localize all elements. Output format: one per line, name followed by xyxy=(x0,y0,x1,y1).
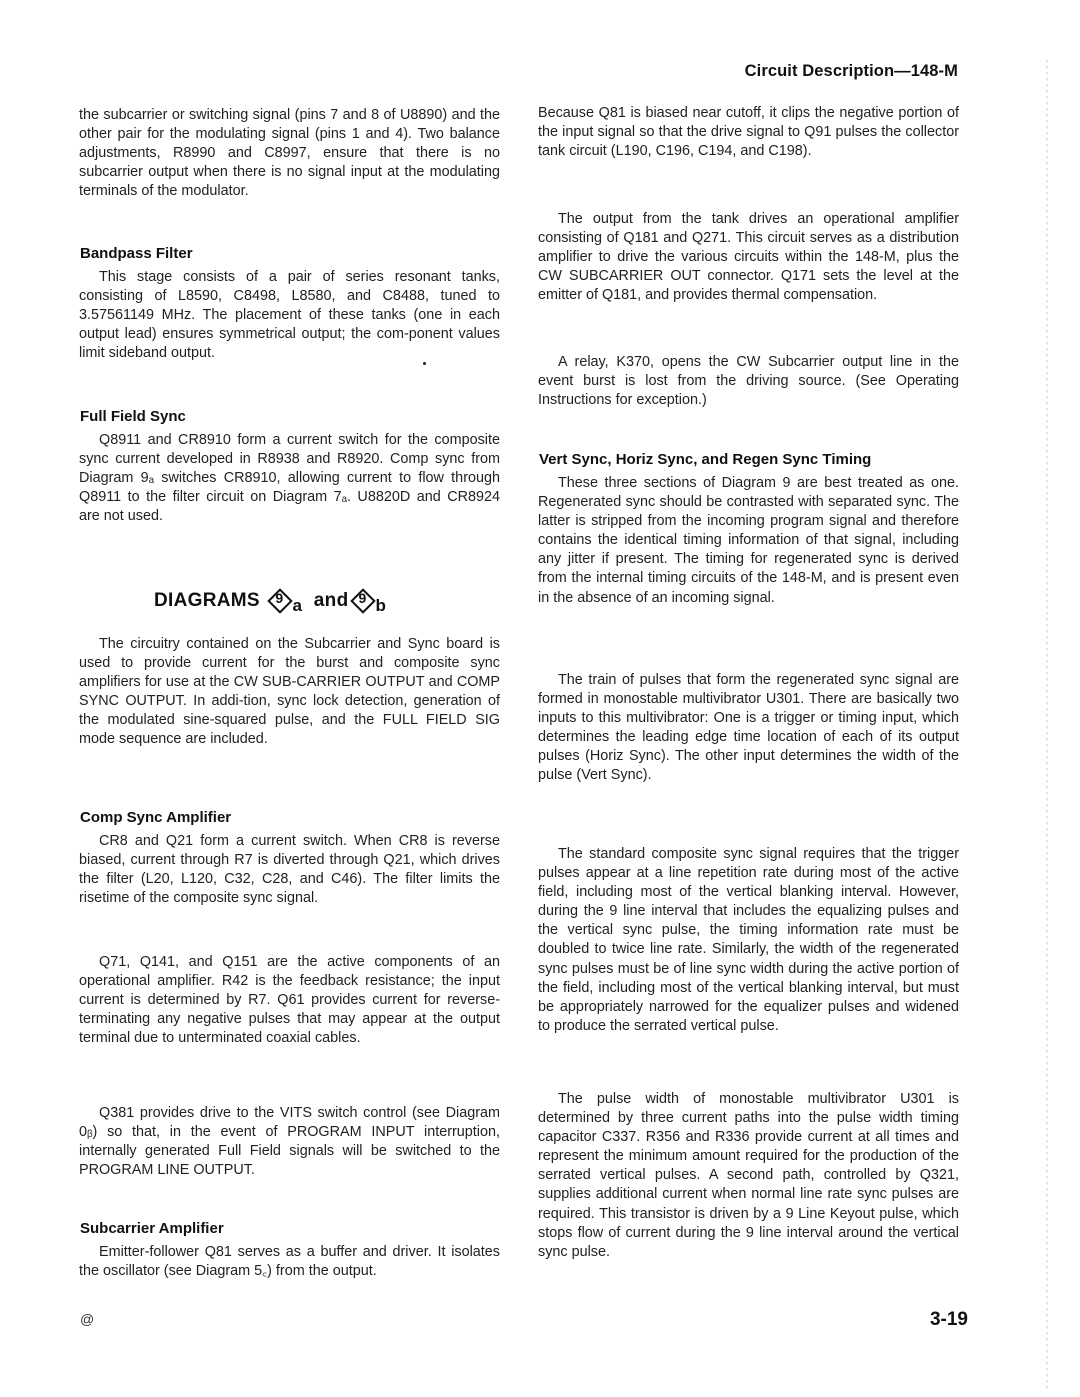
sync-timing-section xyxy=(538,451,959,608)
right-paragraph-2-block xyxy=(538,210,959,305)
section-heading-bandpass-filter: Bandpass Filter xyxy=(80,245,193,262)
section-heading-subcarrier-amplifier: Subcarrier Amplifier xyxy=(80,1220,224,1237)
right-paragraph-1-block xyxy=(538,104,959,161)
q81-clipping-paragraph: Because Q81 is biased near cutoff, it clips the negative portion of the input signal so that the drive signal to Q91 pulses the collector tank circuit (L190, C196, C194, and C198). xyxy=(538,105,959,160)
bandpass-filter-paragraph: This stage consists of a pair of series resonant tanks, consisting of L8590, C8498, L8580, and C8488, tuned to 3.57561149 MHz. The placement of these tanks (one in each output lead) ensures symmetrical output; the com-ponent values limit sideband output. xyxy=(79,269,500,362)
diagram-suffix-b: b xyxy=(375,596,387,615)
diagrams-heading-prefix: DIAGRAMS xyxy=(154,590,260,611)
comp-sync-amplifier-section xyxy=(79,809,500,908)
bandpass-filter-section xyxy=(79,245,500,363)
section-heading-sync-timing: Vert Sync, Horiz Sync, and Regen Sync Timing xyxy=(539,451,872,468)
subcarrier-amplifier-section xyxy=(79,1220,500,1281)
sync-timing-paragraph-3: The standard composite sync signal requires that the trigger pulses appear at a line repetition rate during most of the active field, including most of the vertical blanking interval. However, during the 9 line interval that includes the equalizing pulses and the vertical sync pulse, the timing information rate must be doubled to twice line rate. Similarly, the width of the regenerated sync pulses must be of line sync width during the active portion of the field, including most of the vertical blanking interval, but must be appropriately narrowed for the equalizer pulses and widened to produce the serrated vertical pulse. xyxy=(538,846,959,1034)
diagram-diamond-icon: 9 xyxy=(268,589,290,611)
comp-sync-paragraph-3: Q381 provides drive to the VITS switch control (see Diagram 0ᵦ) so that, in the event of PROGRAM INPUT interruption, internally generated Full Field signals will be switched to the PROGRAM LINE OUTPUT. xyxy=(79,1105,500,1179)
comp-sync-vits-section xyxy=(79,1104,500,1180)
diagrams-intro-paragraph: The circuitry contained on the Subcarrier and Sync board is used to provide current for the burst and composite sync amplifiers for use at the CW SUB-CARRIER OUTPUT and COMP SYNC OUTPUT. In addi-tion, sync lock detection, generation of the modulated sine-squared pulse, and the FULL FIELD SIG mode sequence are included. xyxy=(79,636,500,748)
subcarrier-amplifier-paragraph: Emitter-follower Q81 serves as a buffer and driver. It isolates the oscillator (see Diagram 5꜀) from the output. xyxy=(79,1244,500,1280)
sync-timing-block-4 xyxy=(538,1090,959,1262)
relay-k370-paragraph: A relay, K370, opens the CW Subcarrier output line in the event burst is lost from the driving source. (See Operating Instructions for exception.) xyxy=(538,354,959,409)
comp-sync-opamp-section xyxy=(79,953,500,1048)
section-heading-full-field-sync: Full Field Sync xyxy=(80,408,186,425)
page-number: 3-19 xyxy=(929,1309,968,1330)
sync-timing-paragraph-1: These three sections of Diagram 9 are best treated as one. Regenerated sync should be contrasted with separated sync. The latter is stripped from the incoming program signal and therefore contains the identical timing information of that signal, including any jitter if present. The timing for regenerated sync is derived from the internal timing circuits of the 148-M, and is present even in the absence of an incoming signal. xyxy=(538,475,959,606)
scan-bleed-edge xyxy=(1046,60,1048,1390)
intro-section xyxy=(79,106,500,201)
section-heading-comp-sync-amplifier: Comp Sync Amplifier xyxy=(80,809,232,826)
sync-timing-paragraph-4: The pulse width of monostable multivibrator U301 is determined by three current paths into the pulse width timing capacitor C337. R356 and R336 provide current at all times and represent the minimum amount required for the production of the serrated vertical pulses. A second path, controlled by Q321, supplies additional current when normal line rate sync pulses are required. This transistor is driven by a 9 Line Keyout pulse, which stops flow of current during the 9 line interval around the vertical sync pulse. xyxy=(538,1091,959,1260)
diagram-suffix-a: a xyxy=(292,596,303,615)
diagrams-heading-conjunction: and xyxy=(313,590,349,611)
full-field-sync-section xyxy=(79,408,500,526)
sync-timing-block-2 xyxy=(538,671,959,786)
footer-mark: @ xyxy=(80,1311,95,1327)
distribution-amplifier-paragraph: The output from the tank drives an operational amplifier consisting of Q181 and Q271. This circuit serves as a distribution amplifier to drive the various circuits within the 148-M, plus the CW SUBCARRIER OUT connector. Q171 sets the level at the emitter of Q181, and provides thermal compensation. xyxy=(538,211,959,304)
diagrams-heading xyxy=(154,589,454,615)
stray-print-dot xyxy=(423,362,426,365)
diagrams-intro-section xyxy=(79,635,500,750)
full-field-sync-paragraph: Q8911 and CR8910 form a current switch for the composite sync current developed in R8938 and R8920. Comp sync from Diagram 9ₐ switches CR8910, allowing current to flow through Q8911 to the filter circuit on Diagram 7ₐ. U8820D and CR8924 are not used. xyxy=(79,432,500,525)
right-paragraph-3-block xyxy=(538,353,959,410)
diagram-diamond-icon: 9 xyxy=(351,589,373,611)
comp-sync-paragraph-2: Q71, Q141, and Q151 are the active components of an operational amplifier. R42 is the feedback resistance; the input current is determined by R7. Q61 provides current for reverse-terminating any negative pulses that may appear at the output terminal due to unterminated coaxial cables. xyxy=(79,954,500,1047)
sync-timing-block-3 xyxy=(538,845,959,1036)
comp-sync-paragraph-1: CR8 and Q21 form a current switch. When CR8 is reverse biased, current through R7 is diverted through Q21, which drives the filter (L20, L120, C32, C28, and C46). The filter limits the risetime of the composite sync signal. xyxy=(79,833,500,907)
running-header: Circuit Description—148-M xyxy=(744,62,958,80)
intro-paragraph: the subcarrier or switching signal (pins 7 and 8 of U8890) and the other pair for the modulating signal (pins 1 and 4). Two balance adjustments, R8990 and C8997, ensure that there is no subcarrier output when there is no signal input at the modulating terminals of the modulator. xyxy=(79,107,500,200)
sync-timing-paragraph-2: The train of pulses that form the regenerated sync signal are formed in monostable multivibrator U301. There are basically two inputs to this multivibrator: One is a trigger or timing input, which determines the leading edge time location of each of its output pulses (Horiz Sync). The other input determines the width of the pulse (Vert Sync). xyxy=(538,672,959,784)
